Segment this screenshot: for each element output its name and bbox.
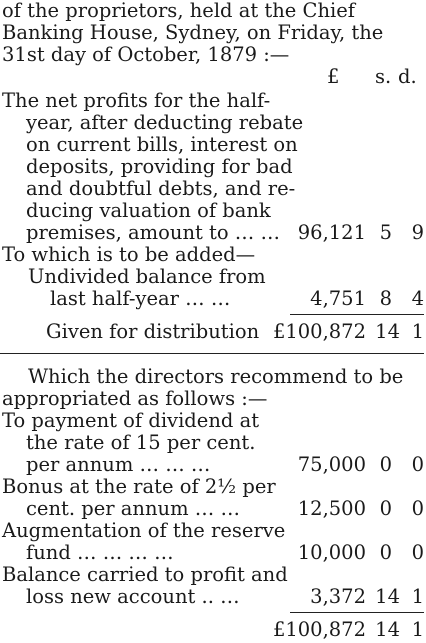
balance-pence: 1	[411, 585, 424, 608]
bonus-line-1: Bonus at the rate of 2½ per	[2, 475, 276, 498]
profits-shillings: 5	[379, 221, 392, 244]
intro-line-2: Banking House, Sydney, on Friday, the	[2, 21, 384, 44]
total-rule	[290, 612, 424, 613]
profits-line-2: year, after deducting rebate	[26, 111, 304, 134]
profits-line-4: deposits, providing for bad	[26, 155, 293, 178]
distribution-pounds: £100,872	[272, 320, 366, 343]
undivided-line-1: Undivided balance from	[28, 265, 266, 288]
dividend-line-1: To payment of dividend at	[2, 409, 260, 432]
distribution-shillings: 14	[375, 320, 400, 343]
profits-line-1: The net profits for the half-	[2, 89, 271, 112]
intro-line-1: of the proprietors, held at the Chief	[2, 0, 355, 22]
added-heading: To which is to be added—	[2, 243, 256, 266]
recommend-line-2: appropriated as follows :—	[2, 387, 268, 410]
undivided-pounds: 4,751	[310, 287, 366, 310]
augmentation-pounds: 10,000	[297, 541, 366, 564]
total-shillings: 14	[375, 618, 400, 641]
bonus-line-2: cent. per annum … …	[26, 497, 240, 520]
subtotal-rule	[290, 314, 424, 315]
dividend-pence: 0	[411, 453, 424, 476]
balance-pounds: 3,372	[310, 585, 366, 608]
column-shillings-header: s.	[375, 65, 392, 88]
profits-line-7: premises, amount to … …	[26, 221, 281, 244]
dividend-pounds: 75,000	[297, 453, 366, 476]
augmentation-shillings: 0	[379, 541, 392, 564]
undivided-pence: 4	[411, 287, 424, 310]
profits-pounds: 96,121	[297, 221, 366, 244]
dividend-line-2: the rate of 15 per cent.	[26, 431, 256, 454]
balance-line-2: loss new account .. …	[26, 585, 240, 608]
intro-line-3: 31st day of October, 1879 :—	[2, 43, 290, 66]
augmentation-pence: 0	[411, 541, 424, 564]
section-rule	[0, 353, 424, 354]
profits-line-6: ducing valuation of bank	[26, 199, 271, 222]
column-pounds-header: £	[327, 65, 340, 88]
bonus-pence: 0	[411, 497, 424, 520]
undivided-line-2: last half-year … …	[50, 287, 231, 310]
dividend-shillings: 0	[379, 453, 392, 476]
distribution-pence: 1	[411, 320, 424, 343]
profits-line-5: and doubtful debts, and re-	[26, 177, 296, 200]
augmentation-line-2: fund … … … …	[26, 541, 174, 564]
dividend-line-3: per annum … … …	[26, 453, 211, 476]
profits-pence: 9	[411, 221, 424, 244]
bonus-shillings: 0	[379, 497, 392, 520]
profits-line-3: on current bills, interest on	[26, 133, 298, 156]
bonus-pounds: 12,500	[297, 497, 366, 520]
column-pence-header: d.	[398, 65, 417, 88]
total-pounds: £100,872	[272, 618, 366, 641]
augmentation-line-1: Augmentation of the reserve	[2, 519, 286, 542]
balance-line-1: Balance carried to profit and	[2, 563, 288, 586]
balance-shillings: 14	[375, 585, 400, 608]
total-pence: 1	[411, 618, 424, 641]
recommend-line-1: Which the directors recommend to be	[28, 365, 404, 388]
distribution-label: Given for distribution	[46, 320, 260, 343]
undivided-shillings: 8	[379, 287, 392, 310]
